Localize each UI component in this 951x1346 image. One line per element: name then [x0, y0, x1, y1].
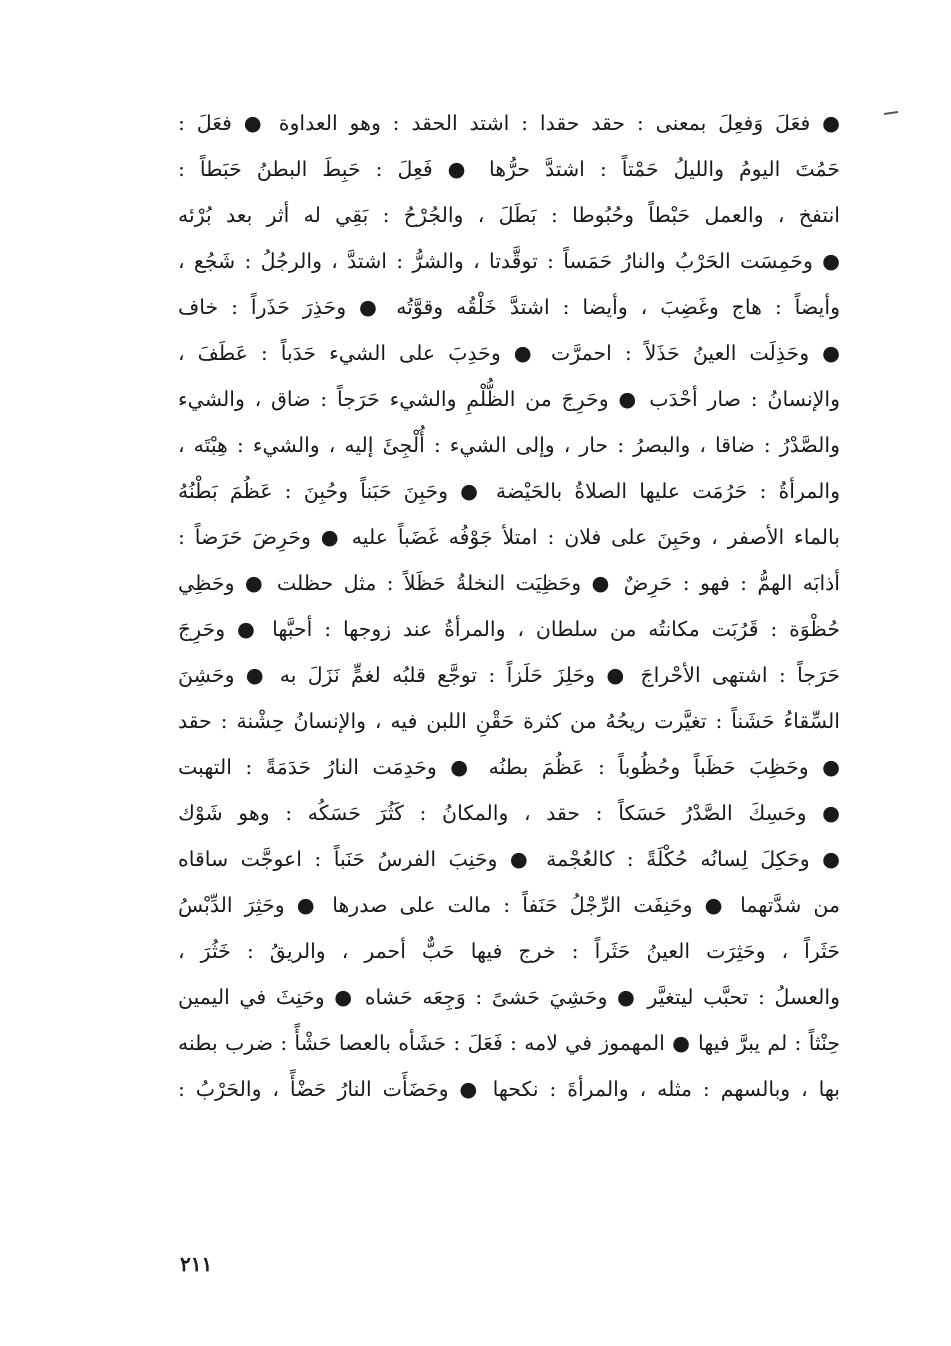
text-line: ● وحَسِكَ الصَّدْرُ حَسَكاً : حقد ، والمكانُ : كَثُرَ حَسَكُه : وهو شَوْك: [178, 801, 840, 825]
text-line: والصَّدْرُ : ضاقا ، والبصرُ : حار ، وإلى الشيء : أُلْجِئَ إليه ، والشيء : هِبْتَه ،: [178, 433, 840, 457]
body-text: [178, 100, 840, 1112]
text-line: حَثَراً ، وحَثِرَت العينُ حَثَراً : خرج فيها حَبٌّ أحمر ، والريقُ : خَثُرَ ،: [178, 939, 840, 963]
margin-mark: [884, 111, 898, 115]
text-line: حَمُتَ اليومُ والليلُ حَمْتاً : اشتدَّ حرُّها ● فَعِلَ : حَبِطَ البطنُ حَبَطاً :: [178, 157, 840, 181]
text-line: ● وحَذِلَت العينُ حَذَلاً : احمرَّت ● وحَدِبَ على الشيء حَدَباً : عَطَفَ ،: [178, 341, 840, 365]
text-line: والعسلُ : تحبَّب ليتغيَّر ● وحَشِيَ حَشىً : وَجِعَه حَشاه ● وحَنِثَ في اليمين: [178, 985, 840, 1009]
text-line: السِّقاءُ حَشَناً : تغيَّرت ريحُهُ من كثرة حَقْنِ اللبن فيه ، والإنسانُ حِشْنة : حقد: [178, 709, 840, 733]
text-line: بها ، وبالسهم : مثله ، والمرأةَ : نكحها ● وحَضَأَت النارُ حَضْأً ، والحَرْبُ :: [178, 1077, 840, 1101]
text-line: من شدَّتهما ● وحَنِفَت الرِّجْلُ حَنَفاً : مالت على صدرها ● وحَثِرَ الدِّبْسُ: [178, 893, 840, 917]
page-number: ٢١١: [180, 1252, 213, 1276]
text-line: ● فعَلَ وَفعِلَ بمعنى : حقد حقدا : اشتد الحقد : وهو العداوة ● فعَلَ :: [178, 111, 840, 135]
text-line: ● وحَكِلَ لِسانُه حُكْلَةً : كالعُجْمة ● وحَنِبَ الفرسُ حَنَباً : اعوجَّت ساقاه: [178, 847, 840, 871]
text-line: أذابَه الهمُّ : فهو : حَرِضٌ ● وحَظِيَت النخلةُ حَظَلاً : مثل حظلت ● وحَظِي: [178, 571, 840, 595]
text-line: ● وحَمِسَت الحَرْبُ والنارُ حَمَساً : توقَّدتا ، والشرُّ : اشتدَّ ، والرجُلُ : شَجُع ،: [178, 249, 840, 273]
text-line: حَرَجاً : اشتهى الأحْراجَ ● وحَلِزَ حَلَزاً : توجَّع قلبُه لغمٍّ نَزَلَ به ● وحَشِنَ: [178, 663, 840, 687]
text-line: ● وحَظِبَ حَظَباً وحُظُوباً : عَظُمَ بطنُه ● وحَدِمَت النارُ حَدَمَةً : التهبت: [178, 755, 840, 779]
text-line: والإنسانُ : صار أحْدَب ● وحَرِجَ من الظُّلْمِ والشيء حَرَجاً : ضاق ، والشيء: [178, 387, 840, 411]
text-line: وأيضاً : هاج وغَضِبَ ، وأيضا : اشتدَّ خَلْقُه وقوَّتُه ● وحَذِرَ حَذَراً : خاف: [178, 295, 840, 319]
text-line: بالماء الأصفر ، وحَبِنَ على فلان : امتلأ جَوْفُه غَضَباً عليه ● وحَرِضَ حَرَضاً :: [178, 525, 840, 549]
text-line: والمرأةُ : حَرُمَت عليها الصلاةُ بالحَيْضة ● وحَبِنَ حَبَناً وحُبِنَ : عَظُمَ بَطْنُهُ: [178, 479, 840, 503]
text-line: حُظْوَة : قَرُبَت مكانتُه من سلطان ، والمرأةُ عند زوجها : أحبَّها ● وحَرِجَ: [178, 617, 840, 641]
text-line: انتفخ ، والعمل حَبْطاً وحُبُوطا : بَطَلَ ، والجُرْحُ : بَقِي له أثر بعد بُرْئه: [178, 203, 840, 227]
text-line: حِنْثاً : لم يبرَّ فيها ● المهموز في لامه : فَعَلَ : حَشَأه بالعصا حَشْأً : ضرب بطنه: [178, 1031, 840, 1055]
